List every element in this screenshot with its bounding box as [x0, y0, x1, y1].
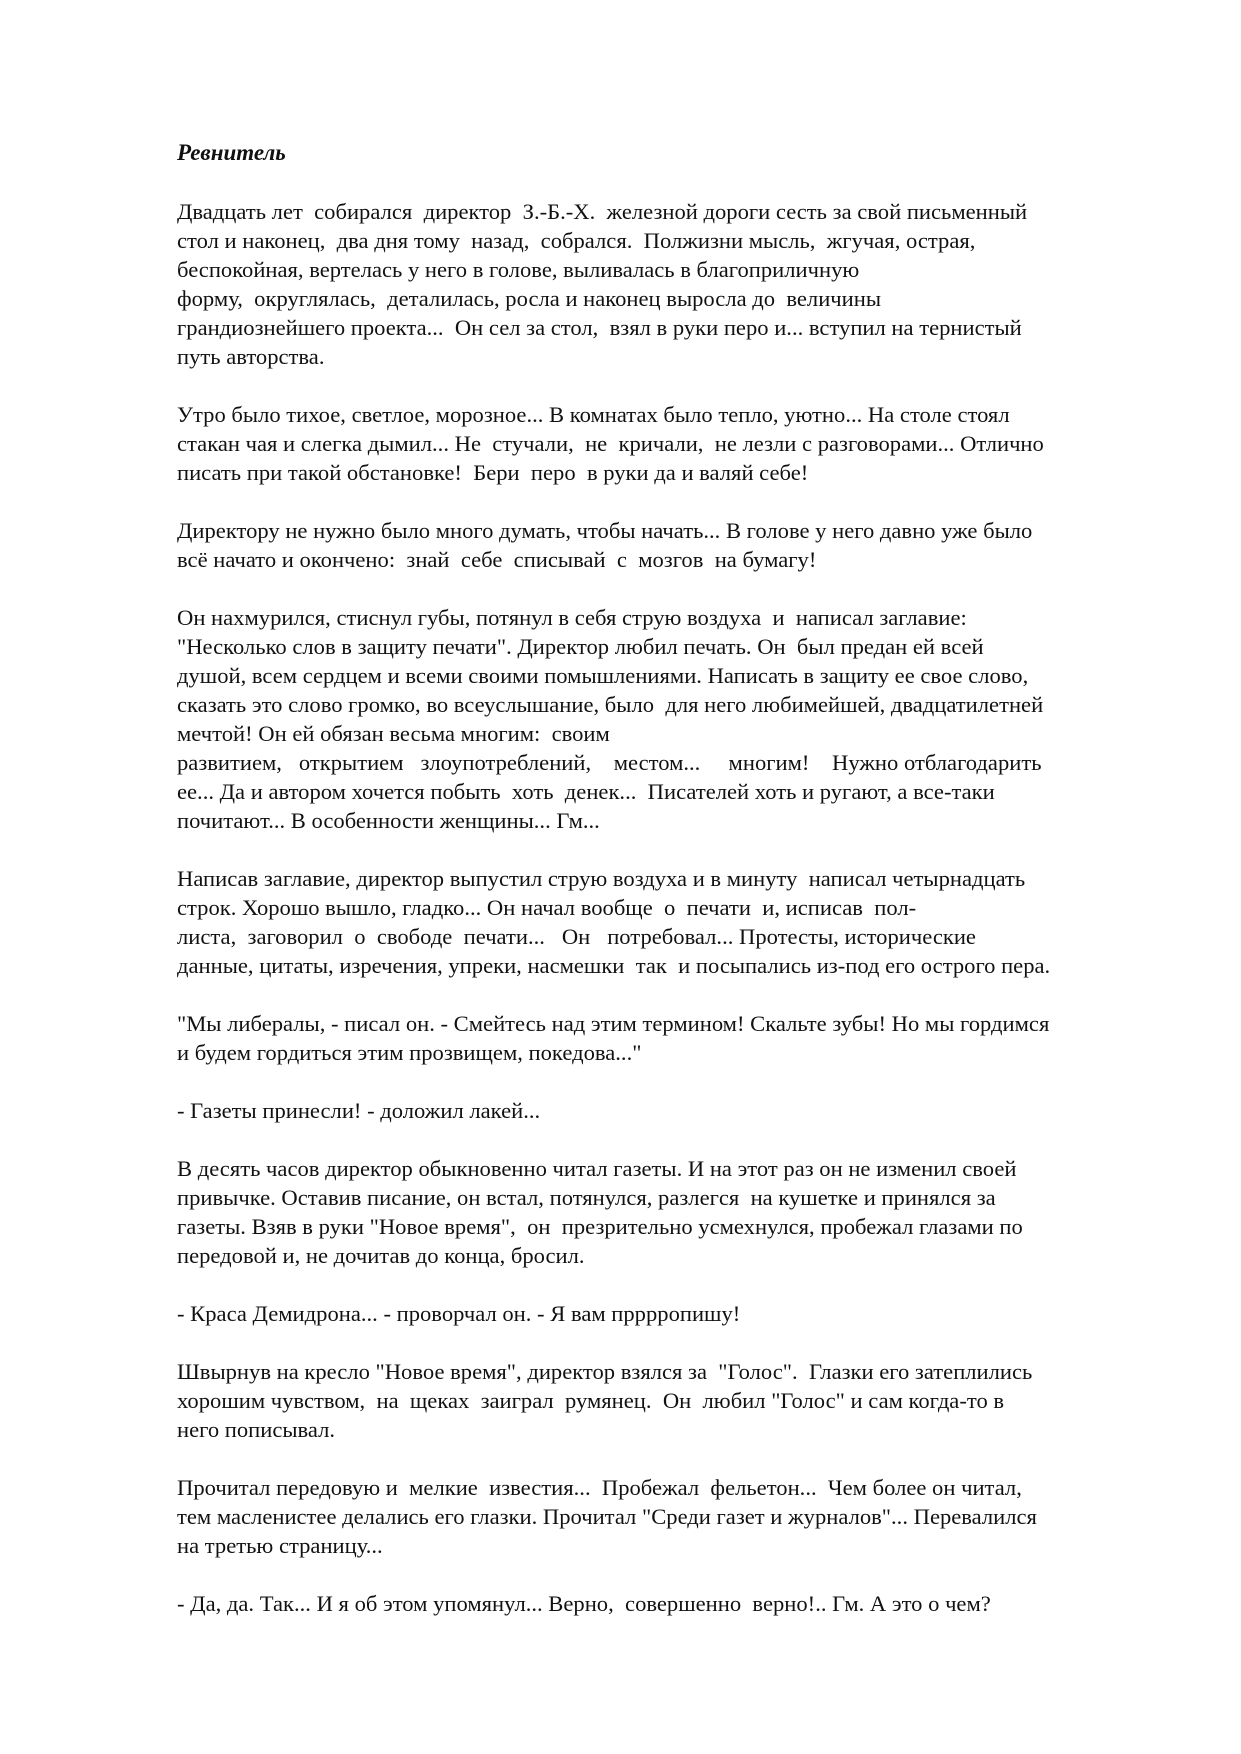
text-line: тем масленистее делались его глазки. Прочитал "Среди газет и журналов"... Перевалился	[177, 1504, 1037, 1529]
paragraph	[177, 1154, 1177, 1270]
text-line: Утро было тихое, светлое, морозное... В комнатах было тепло, уютно... На столе стоял	[177, 402, 1010, 427]
text-line: - Газеты принесли! - доложил лакей...	[177, 1098, 541, 1123]
text-line: "Мы либералы, - писал он. - Смейтесь над этим термином! Скальте зубы! Но мы гордимся	[177, 1011, 1050, 1036]
document-title: Ревнитель	[177, 140, 286, 165]
text-line: - Да, да. Так... И я об этом упомянул... Верно, совершенно верно!.. Гм. А это о чем?	[177, 1591, 991, 1616]
text-line: стол и наконец, два дня тому назад, собрался. Полжизни мысль, жгучая, острая,	[177, 228, 976, 253]
text-line: беспокойная, вертелась у него в голове, выливалась в благоприличную	[177, 257, 860, 282]
text-line: него пописывал.	[177, 1417, 336, 1442]
text-line: путь авторства.	[177, 344, 325, 369]
text-line: развитием, открытием злоупотреблений, местом... многим! Нужно отблагодарить	[177, 750, 1042, 775]
text-line: писать при такой обстановке! Бери перо в руки да и валяй себе!	[177, 460, 809, 485]
text-line: Он нахмурился, стиснул губы, потянул в себя струю воздуха и написал заглавие:	[177, 605, 967, 630]
paragraph	[177, 1096, 1177, 1125]
text-line: Швырнув на кресло "Новое время", директор взялся за "Голос". Глазки его затеплились	[177, 1359, 1033, 1384]
text-line: привычке. Оставив писание, он встал, потянулся, разлегся на кушетке и принялся за	[177, 1185, 996, 1210]
paragraph	[177, 1589, 1177, 1618]
text-line: Двадцать лет собирался директор З.-Б.-Х. железной дороги сесть за свой письменный	[177, 199, 1028, 224]
text-line: Директору не нужно было много думать, чтобы начать... В голове у него давно уже было	[177, 518, 1033, 543]
text-line: газеты. Взяв в руки "Новое время", он презрительно усмехнулся, пробежал глазами по	[177, 1214, 1023, 1239]
text-line: листа, заговорил о свободе печати... Он потребовал... Протесты, исторические	[177, 924, 976, 949]
text-line: и будем гордиться этим прозвищем, покедова..."	[177, 1040, 642, 1065]
document-page	[177, 138, 1177, 1647]
paragraph	[177, 1357, 1177, 1444]
text-line: всё начато и окончено: знай себе списывай с мозгов на бумагу!	[177, 547, 817, 572]
text-line: Прочитал передовую и мелкие известия... Пробежал фельетон... Чем более он читал,	[177, 1475, 1022, 1500]
text-line: хорошим чувством, на щеках заиграл румянец. Он любил "Голос" и сам когда-то в	[177, 1388, 1005, 1413]
paragraph	[177, 1299, 1177, 1328]
paragraph	[177, 864, 1177, 980]
paragraph	[177, 603, 1177, 835]
text-line: грандиознейшего проекта... Он сел за стол, взял в руки перо и... вступил на тернистый	[177, 315, 1022, 340]
text-line: душой, всем сердцем и всеми своими помышлениями. Написать в защиту ее свое слово,	[177, 663, 1029, 688]
text-line: мечтой! Он ей обязан весьма многим: своим	[177, 721, 610, 746]
text-line: данные, цитаты, изречения, упреки, насмешки так и посыпались из-под его острого пера.	[177, 953, 1051, 978]
paragraph	[177, 400, 1177, 487]
text-line: стакан чая и слегка дымил... Не стучали, не кричали, не лезли с разговорами... Отлично	[177, 431, 1044, 456]
text-line: передовой и, не дочитав до конца, бросил.	[177, 1243, 585, 1268]
text-line: строк. Хорошо вышло, гладко... Он начал вообще о печати и, исписав пол-	[177, 895, 917, 920]
text-line: В десять часов директор обыкновенно читал газеты. И на этот раз он не изменил своей	[177, 1156, 1017, 1181]
paragraph	[177, 1473, 1177, 1560]
text-line: ее... Да и автором хочется побыть хоть денек... Писателей хоть и ругают, а все-таки	[177, 779, 995, 804]
paragraph	[177, 197, 1177, 371]
text-line: "Несколько слов в защиту печати". Директор любил печать. Он был предан ей всей	[177, 634, 984, 659]
paragraph	[177, 516, 1177, 574]
paragraph	[177, 1009, 1177, 1067]
text-line: сказать это слово громко, во всеуслышание, было для него любимейшей, двадцатилетней	[177, 692, 1044, 717]
text-line: на третью страницу...	[177, 1533, 383, 1558]
text-line: форму, округлялась, деталилась, росла и наконец выросла до величины	[177, 286, 882, 311]
text-line: Написав заглавие, директор выпустил струю воздуха и в минуту написал четырнадцать	[177, 866, 1026, 891]
text-line: почитают... В особенности женщины... Гм...	[177, 808, 600, 833]
text-line: - Краса Демидрона... - проворчал он. - Я вам прррропишу!	[177, 1301, 741, 1326]
